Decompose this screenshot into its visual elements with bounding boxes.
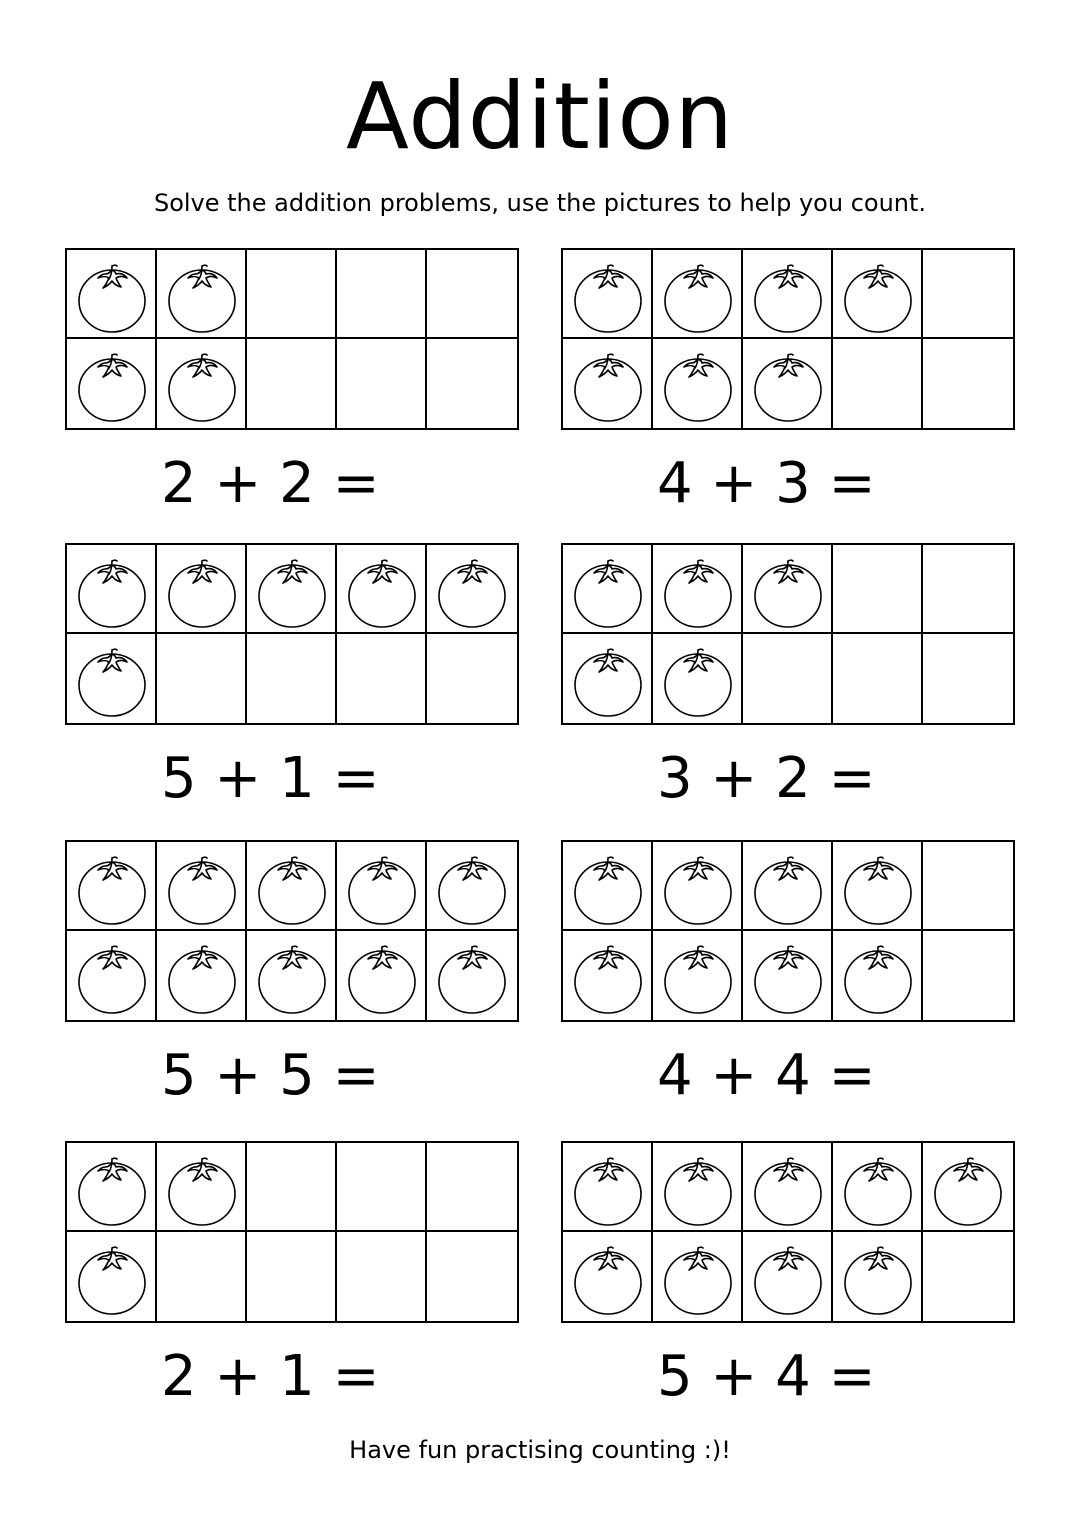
frame-cell [337, 1232, 427, 1321]
tomato-icon [657, 638, 739, 720]
problem-2 [561, 248, 1017, 516]
frame-cell [247, 1232, 337, 1321]
frame-cell [67, 634, 157, 723]
frame-cell [157, 634, 247, 723]
frame-cell [247, 1143, 337, 1232]
frame-cell [923, 931, 1013, 1020]
frame-cell [923, 339, 1013, 428]
ten-frame [65, 840, 519, 1022]
frame-cell [743, 931, 833, 1020]
tomato-icon [161, 254, 243, 336]
tomato-icon [657, 846, 739, 928]
frame-cell [923, 634, 1013, 723]
frame-cell [743, 250, 833, 339]
tomato-icon [71, 254, 153, 336]
frame-cell [247, 931, 337, 1020]
tomato-icon [837, 1236, 919, 1318]
tomato-icon [657, 343, 739, 425]
frame-cell [157, 250, 247, 339]
tomato-icon [251, 549, 333, 631]
frame-cell [743, 1143, 833, 1232]
frame-cell [653, 339, 743, 428]
frame-cell [563, 1232, 653, 1321]
frame-cell [743, 634, 833, 723]
tomato-icon [341, 549, 423, 631]
footer-text: Have fun practising counting :)! [349, 1436, 731, 1464]
problem-6 [561, 840, 1017, 1108]
frame-cell [67, 250, 157, 339]
frame-cell [563, 634, 653, 723]
tomato-icon [431, 846, 513, 928]
problem-7 [65, 1141, 521, 1409]
frame-cell [247, 250, 337, 339]
frame-cell [247, 339, 337, 428]
tomato-icon [161, 935, 243, 1017]
frame-cell [923, 1232, 1013, 1321]
frame-cell [157, 545, 247, 634]
frame-cell [67, 1232, 157, 1321]
frame-cell [337, 634, 427, 723]
equation-text: 5 + 4 = [657, 1344, 876, 1409]
frame-cell [833, 842, 923, 931]
frame-cell [743, 339, 833, 428]
ten-frame [65, 543, 519, 725]
problem-1 [65, 248, 521, 516]
tomato-icon [747, 254, 829, 336]
frame-cell [427, 1143, 517, 1232]
ten-frame [561, 1141, 1015, 1323]
frame-cell [337, 931, 427, 1020]
tomato-icon [567, 846, 649, 928]
tomato-icon [747, 1147, 829, 1229]
frame-cell [157, 1143, 247, 1232]
frame-cell [337, 339, 427, 428]
frame-cell [563, 339, 653, 428]
equation-text: 5 + 5 = [161, 1043, 380, 1108]
frame-cell [923, 545, 1013, 634]
frame-cell [563, 545, 653, 634]
frame-cell [157, 931, 247, 1020]
frame-cell [157, 842, 247, 931]
tomato-icon [71, 638, 153, 720]
tomato-icon [431, 935, 513, 1017]
frame-cell [653, 1143, 743, 1232]
frame-cell [427, 339, 517, 428]
tomato-icon [161, 1147, 243, 1229]
tomato-icon [747, 935, 829, 1017]
frame-cell [427, 931, 517, 1020]
frame-cell [157, 339, 247, 428]
frame-cell [653, 842, 743, 931]
tomato-icon [71, 1147, 153, 1229]
tomato-icon [567, 1236, 649, 1318]
frame-cell [833, 339, 923, 428]
equation-text: 5 + 1 = [161, 746, 380, 811]
frame-cell [427, 1232, 517, 1321]
ten-frame [561, 840, 1015, 1022]
tomato-icon [837, 935, 919, 1017]
frame-cell [337, 250, 427, 339]
frame-cell [427, 842, 517, 931]
tomato-icon [567, 549, 649, 631]
tomato-icon [71, 549, 153, 631]
equation-text: 2 + 1 = [161, 1344, 380, 1409]
frame-cell [653, 545, 743, 634]
frame-cell [833, 931, 923, 1020]
frame-cell [743, 1232, 833, 1321]
equation-text: 3 + 2 = [657, 746, 876, 811]
tomato-icon [837, 846, 919, 928]
tomato-icon [747, 1236, 829, 1318]
tomato-icon [747, 343, 829, 425]
tomato-icon [837, 254, 919, 336]
tomato-icon [161, 846, 243, 928]
frame-cell [833, 634, 923, 723]
equation-text: 4 + 4 = [657, 1043, 876, 1108]
equation-text: 2 + 2 = [161, 451, 380, 516]
page-title: Addition [346, 63, 734, 170]
frame-cell [563, 250, 653, 339]
frame-cell [833, 545, 923, 634]
tomato-icon [341, 846, 423, 928]
tomato-icon [657, 1236, 739, 1318]
frame-cell [563, 842, 653, 931]
frame-cell [923, 250, 1013, 339]
frame-cell [833, 1143, 923, 1232]
tomato-icon [161, 549, 243, 631]
frame-cell [247, 545, 337, 634]
ten-frame [561, 248, 1015, 430]
tomato-icon [251, 846, 333, 928]
tomato-icon [341, 935, 423, 1017]
frame-cell [427, 250, 517, 339]
frame-cell [427, 545, 517, 634]
frame-cell [923, 842, 1013, 931]
frame-cell [653, 634, 743, 723]
frame-cell [427, 634, 517, 723]
tomato-icon [567, 254, 649, 336]
frame-cell [743, 842, 833, 931]
frame-cell [563, 931, 653, 1020]
tomato-icon [567, 638, 649, 720]
problem-8 [561, 1141, 1017, 1409]
tomato-icon [251, 935, 333, 1017]
frame-cell [67, 1143, 157, 1232]
tomato-icon [657, 935, 739, 1017]
frame-cell [67, 842, 157, 931]
tomato-icon [567, 343, 649, 425]
frame-cell [337, 1143, 427, 1232]
frame-cell [67, 339, 157, 428]
tomato-icon [837, 1147, 919, 1229]
tomato-icon [71, 935, 153, 1017]
tomato-icon [71, 343, 153, 425]
tomato-icon [567, 935, 649, 1017]
equation-text: 4 + 3 = [657, 451, 876, 516]
instructions-text: Solve the addition problems, use the pictures to help you count. [153, 189, 927, 217]
tomato-icon [747, 846, 829, 928]
frame-cell [563, 1143, 653, 1232]
ten-frame [65, 248, 519, 430]
tomato-icon [71, 1236, 153, 1318]
frame-cell [67, 545, 157, 634]
frame-cell [653, 1232, 743, 1321]
frame-cell [653, 250, 743, 339]
tomato-icon [747, 549, 829, 631]
tomato-icon [431, 549, 513, 631]
problem-5 [65, 840, 521, 1108]
ten-frame [561, 543, 1015, 725]
problem-3 [65, 543, 521, 811]
frame-cell [833, 1232, 923, 1321]
ten-frame [65, 1141, 519, 1323]
frame-cell [67, 931, 157, 1020]
frame-cell [337, 842, 427, 931]
frame-cell [157, 1232, 247, 1321]
tomato-icon [71, 846, 153, 928]
tomato-icon [927, 1147, 1009, 1229]
frame-cell [247, 634, 337, 723]
problem-4 [561, 543, 1017, 811]
tomato-icon [161, 343, 243, 425]
frame-cell [833, 250, 923, 339]
tomato-icon [657, 254, 739, 336]
frame-cell [337, 545, 427, 634]
tomato-icon [657, 1147, 739, 1229]
frame-cell [743, 545, 833, 634]
frame-cell [923, 1143, 1013, 1232]
frame-cell [653, 931, 743, 1020]
tomato-icon [567, 1147, 649, 1229]
tomato-icon [657, 549, 739, 631]
frame-cell [247, 842, 337, 931]
